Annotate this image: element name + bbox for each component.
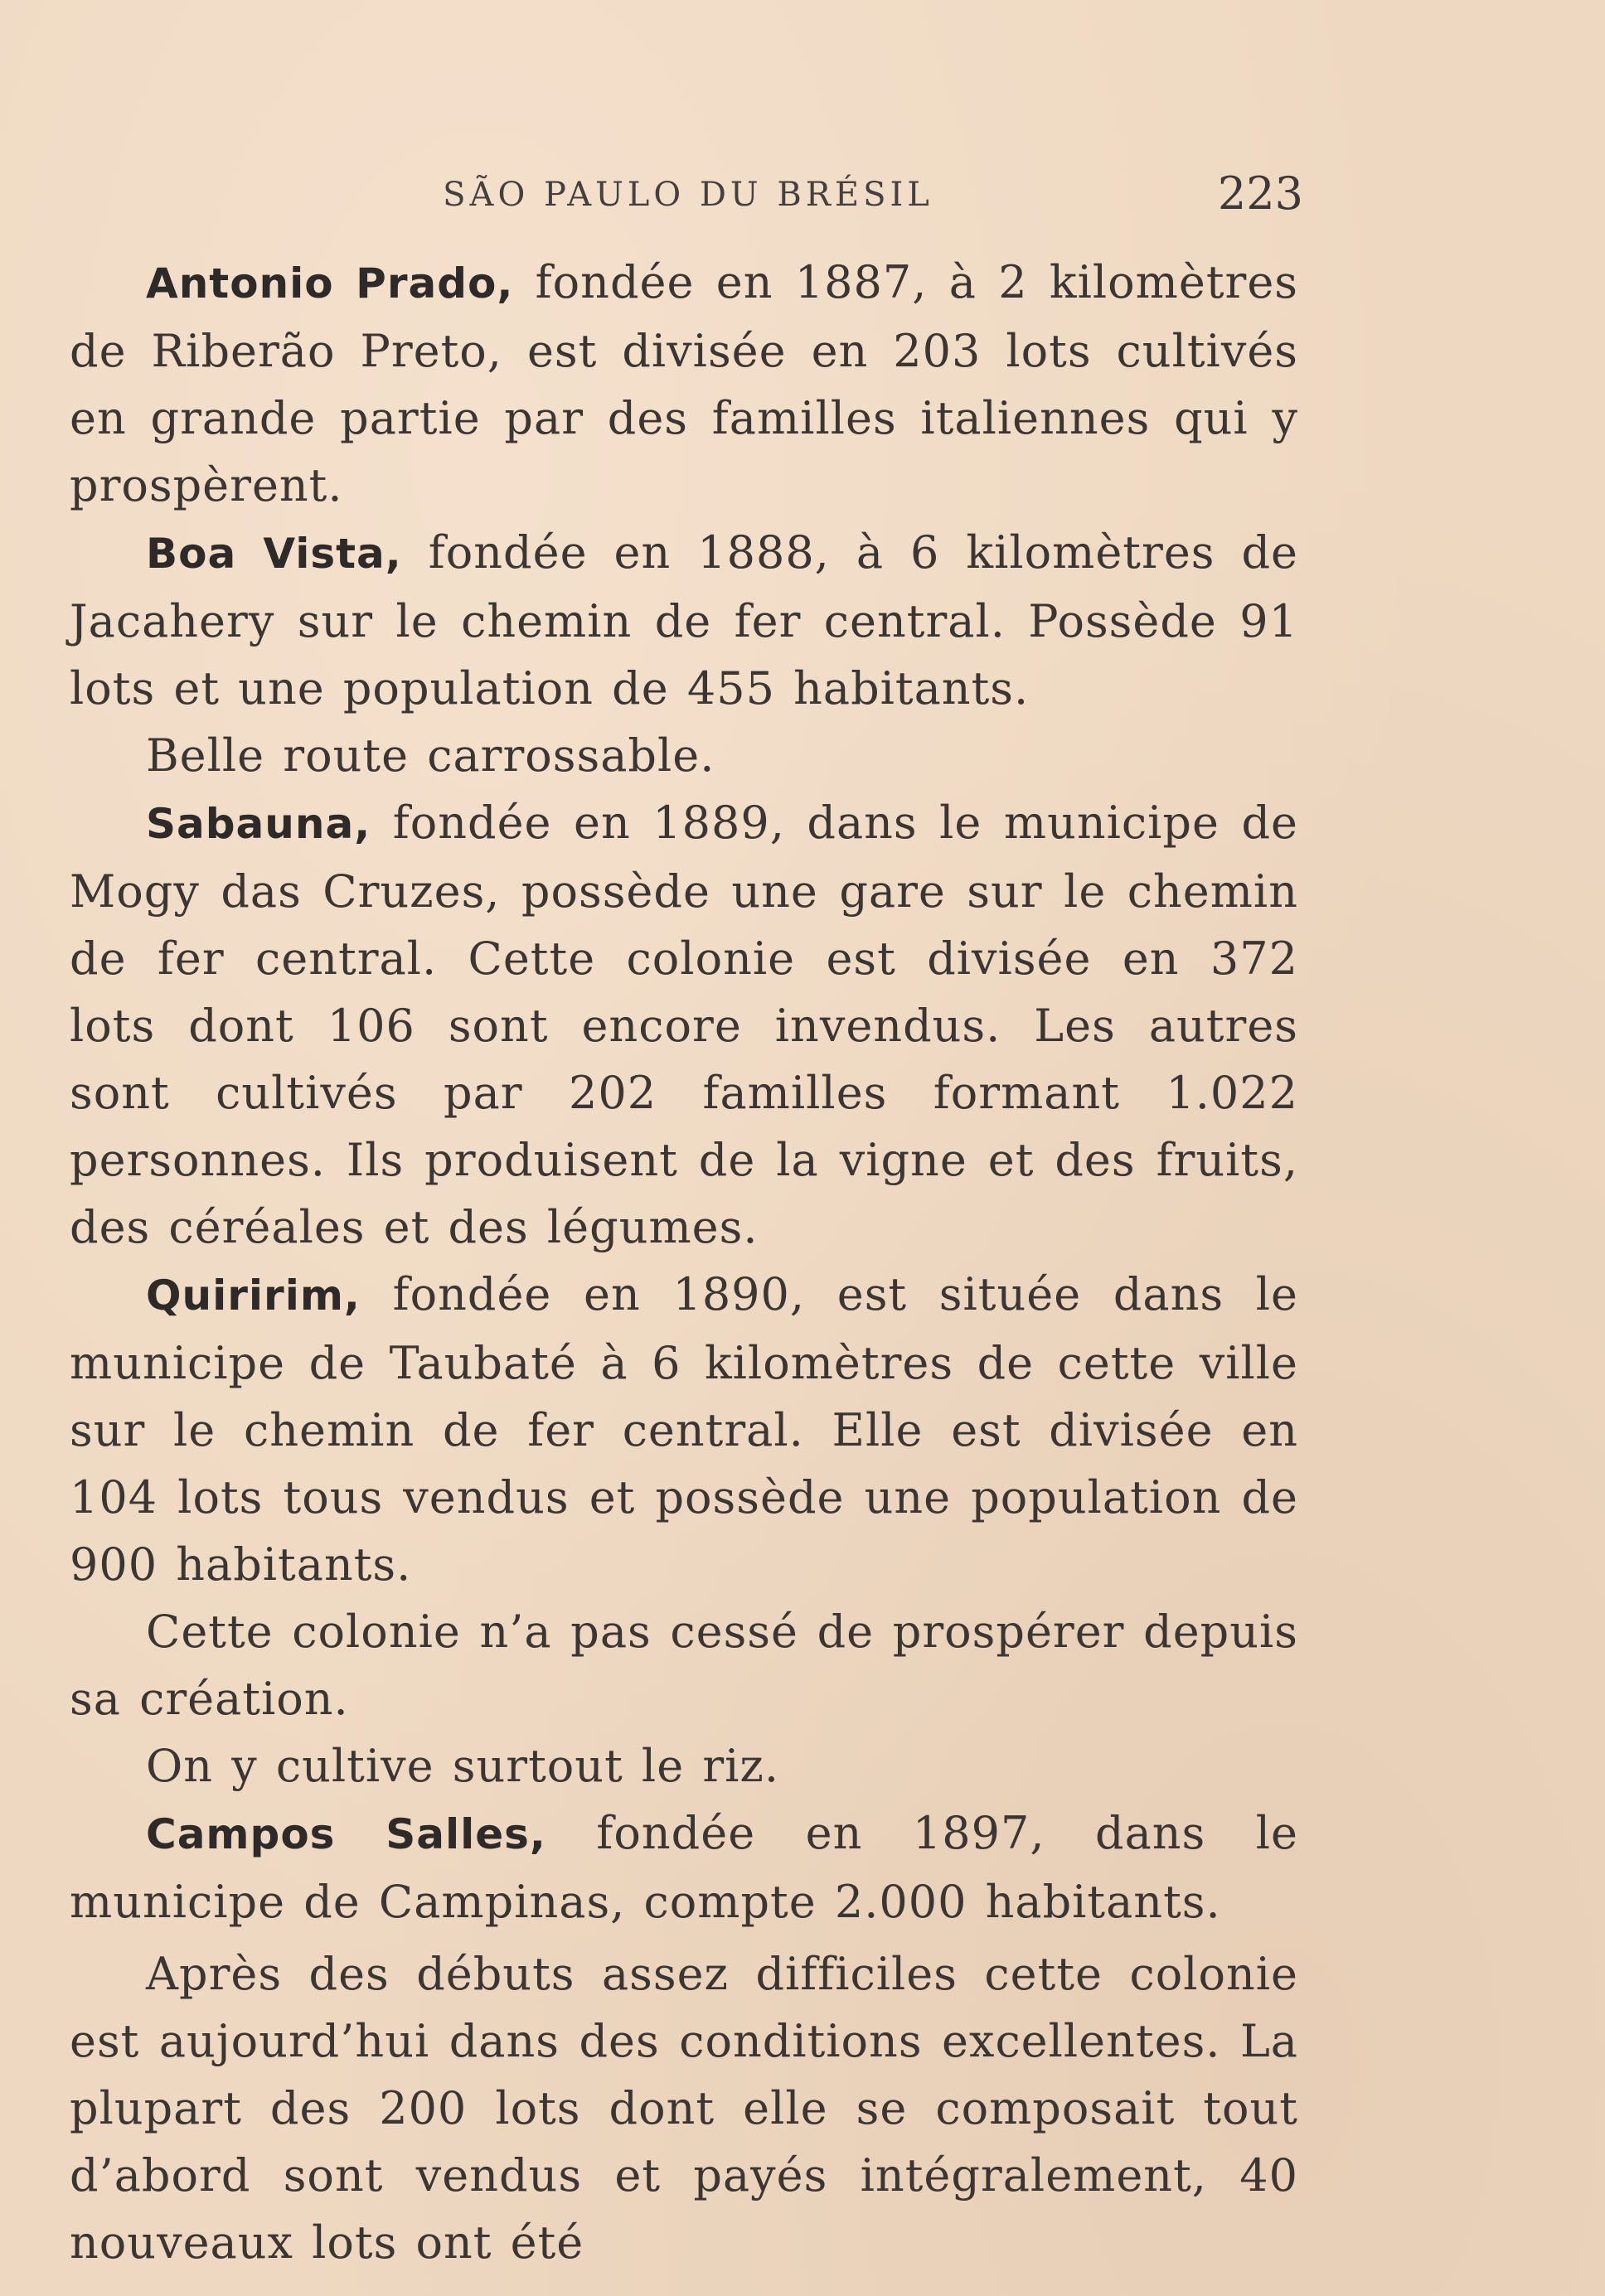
paragraph-text: Cette colonie n’a pas cessé de prospérer depuis sa création. — [70, 1606, 1298, 1725]
paragraph-text: fondée en 1887, à 2 kilomètres de Riberão Preto, est divisée en 203 lots cultivés en grande partie par des familles italiennes qui y prospèrent. — [70, 256, 1299, 511]
colony-name: Antonio Prado, — [146, 259, 514, 308]
paragraph-text: On y cultive surtout le riz. — [146, 1740, 780, 1792]
paragraph-text: fondée en 1890, est située dans le municipe de Taubaté à 6 kilomètres de cette ville sur le chemin de fer central. Elle est divisée en 104 lots tous vendus et possède une population de 900 habitants. — [70, 1268, 1298, 1591]
paragraph-prosperity — [70, 1598, 1298, 1732]
paragraph-riz — [70, 1732, 1298, 1800]
colony-name: Sabauna, — [146, 800, 371, 848]
paragraph-route — [70, 722, 1298, 789]
page-number: 223 — [1217, 167, 1303, 220]
running-head — [73, 166, 1303, 224]
colony-name: Boa Vista, — [146, 530, 402, 578]
paragraph-text: Belle route carrossable. — [146, 729, 715, 782]
paragraph-sabauna — [70, 789, 1298, 1261]
running-title: SÃO PAULO DU BRÉSIL — [443, 176, 933, 214]
paragraph-text: fondée en 1888, à 6 kilomètres de Jacahery sur le chemin de fer central. Possède 91 lots et une population de 455 habitants. — [70, 526, 1298, 714]
body-text — [70, 249, 1298, 2276]
paragraph-debuts — [70, 1940, 1298, 2276]
paragraph-campos-salles — [70, 1800, 1298, 1935]
paragraph-text: Après des débuts assez difficiles cette colonie est aujourd’hui dans des conditions excellentes. La plupart des 200 lots dont elle se composait tout d’abord sont vendus et payés intégralement, 40 nouveaux lots ont été — [70, 1948, 1298, 2269]
paragraph-text: fondée en 1889, dans le municipe de Mogy das Cruzes, possède une gare sur le chemin de fer central. Cette colonie est divisée en 372 lots dont 106 sont encore invendus. Les autres sont cultivés par 202 familles formant 1.022 personnes. Ils produisent de la vigne et des fruits, des céréales et des légumes. — [70, 797, 1298, 1253]
paragraph-boa-vista — [70, 519, 1298, 722]
paragraph-quiririm — [70, 1261, 1298, 1598]
colony-name: Quiririm, — [146, 1272, 361, 1320]
paragraph-text: fondée en 1897, dans le municipe de Campinas, compte 2.000 habitants. — [70, 1807, 1298, 1928]
colony-name: Campos Salles, — [146, 1810, 546, 1858]
paragraph-antonio-prado — [70, 249, 1298, 519]
